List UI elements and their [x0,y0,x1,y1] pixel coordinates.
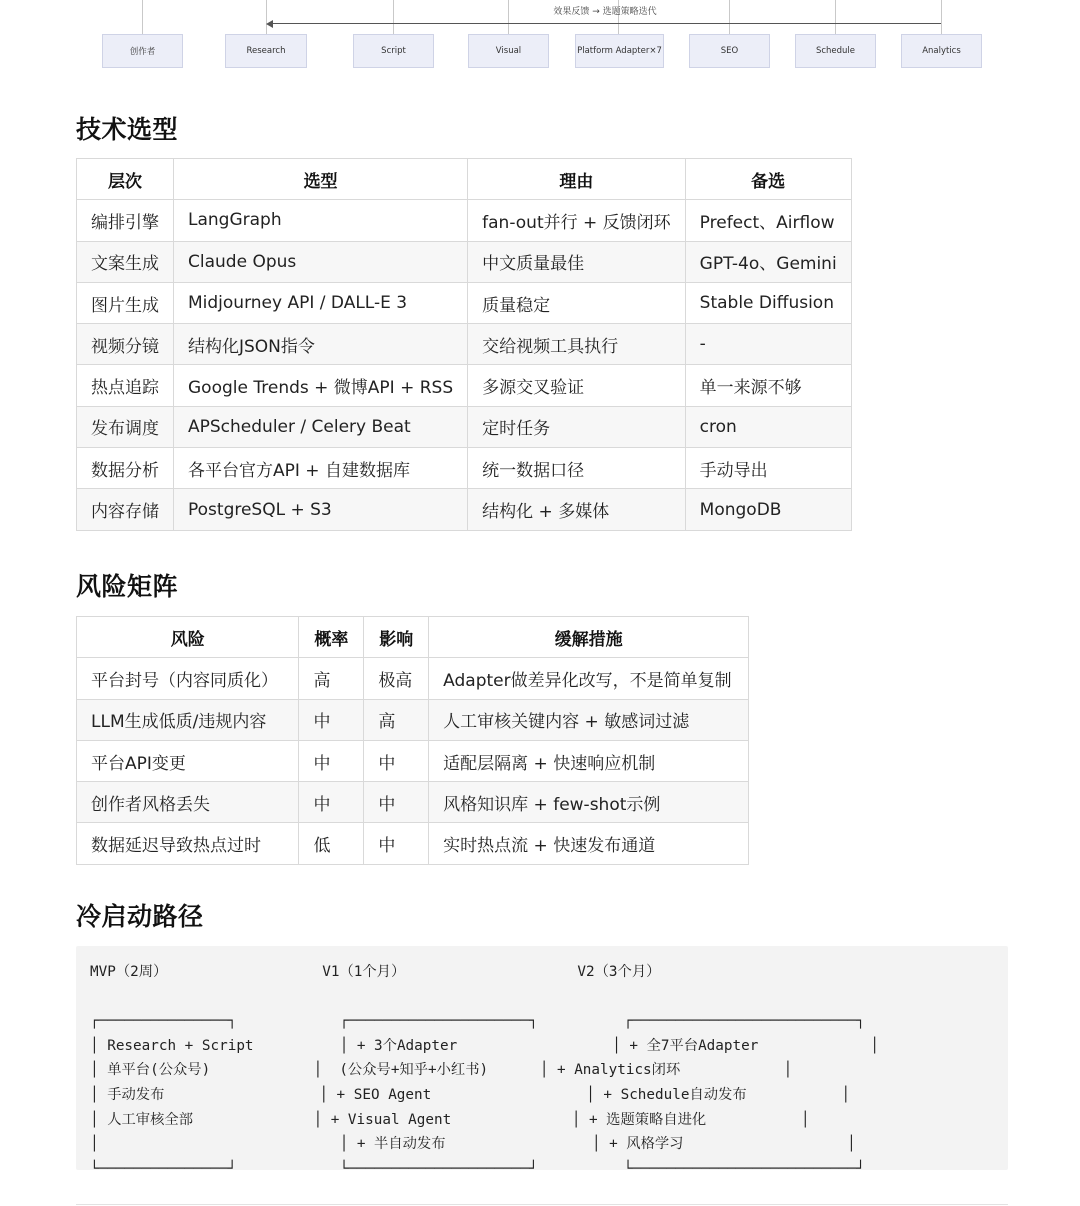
table-cell: 结构化 + 多媒体 [468,489,686,530]
connector-line [729,0,730,34]
node-schedule: Schedule [795,34,876,68]
col-header: 影响 [364,617,429,658]
table-cell: Google Trends + 微博API + RSS [174,365,468,406]
table-row [77,658,749,699]
coldstart-code: MVP（2周） V1（1个月） V2（3个月） ┌───────────────┐ ┌─────────────────────┐ ┌──────────────────────────┐ │ Research + Script │ + 3个Adapter │ + 全7平台Adapter │ │ 单平台(公众号) │ (公众号+知乎+小红书) │ + Analytics闭环 │ │ 手动发布 │ + SEO Agent │ + Schedule自动发布 │ │ 人工审核全部 │ + Visual Agent │ + 选题策略自进化 │ │ │ + 半自动发布 │ + 风格学习 │ └───────────────┘ └─────────────────────┘ └──────────────────────────┘ [90,964,879,1177]
table-cell: - [685,324,851,365]
table-cell: Stable Diffusion [685,282,851,323]
table-row [77,282,852,323]
connector-line [941,0,942,34]
table-cell: 实时热点流 + 快速发布通道 [429,823,749,864]
table-cell: 各平台官方API + 自建数据库 [174,448,468,489]
table-cell: 数据分析 [77,448,174,489]
table-cell: 平台API变更 [77,740,299,781]
feedback-label: 效果反馈 → 选题策略迭代 [553,7,657,17]
node-creator: 创作者 [102,34,183,68]
col-header: 备选 [685,159,851,200]
pipeline-diagram [0,0,1080,80]
col-header: 层次 [77,159,174,200]
node-analytics: Analytics [901,34,982,68]
table-cell: LLM生成低质/违规内容 [77,699,299,740]
table-cell: 人工审核关键内容 + 敏感词过滤 [429,699,749,740]
node-script: Script [353,34,434,68]
connector-line [266,0,267,34]
table-cell: 交给视频工具执行 [468,324,686,365]
table-cell: 单一来源不够 [685,365,851,406]
divider [76,1204,1008,1205]
table-header-row [77,617,749,658]
node-research: Research [225,34,307,68]
table-cell: Midjourney API / DALL-E 3 [174,282,468,323]
table-cell: 数据延迟导致热点过时 [77,823,299,864]
table-row [77,782,749,823]
tech-table [76,158,852,531]
table-row [77,823,749,864]
coldstart-section-title: 冷启动路径 [76,902,204,931]
table-cell: 中 [299,782,364,823]
risk-table [76,616,749,865]
table-cell: LangGraph [174,200,468,241]
table-row [77,200,852,241]
table-cell: 编排引擎 [77,200,174,241]
table-cell: GPT-4o、Gemini [685,241,851,282]
col-header: 理由 [468,159,686,200]
col-header: 选型 [174,159,468,200]
connector-line [393,0,394,34]
arrow-left-icon [266,20,273,28]
table-row [77,406,852,447]
table-cell: 低 [299,823,364,864]
table-cell: 定时任务 [468,406,686,447]
table-row [77,448,852,489]
table-cell: 图片生成 [77,282,174,323]
table-row [77,241,852,282]
table-row [77,324,852,365]
table-cell: 极高 [364,658,429,699]
tech-section-title: 技术选型 [76,115,179,144]
table-cell: 中文质量最佳 [468,241,686,282]
node-seo: SEO [689,34,770,68]
node-visual: Visual [468,34,549,68]
table-cell: 发布调度 [77,406,174,447]
table-cell: 统一数据口径 [468,448,686,489]
table-cell: 热点追踪 [77,365,174,406]
table-cell: 中 [364,782,429,823]
table-cell: 中 [299,699,364,740]
col-header: 缓解措施 [429,617,749,658]
table-cell: 平台封号（内容同质化） [77,658,299,699]
table-cell: 高 [299,658,364,699]
connector-line [508,0,509,34]
table-cell: 内容存储 [77,489,174,530]
table-row [77,365,852,406]
table-cell: 高 [364,699,429,740]
table-cell: 质量稳定 [468,282,686,323]
table-cell: 文案生成 [77,241,174,282]
feedback-arrow-line [268,23,941,24]
connector-line [835,0,836,34]
table-row [77,489,852,530]
table-cell: 中 [364,823,429,864]
connector-line [142,0,143,34]
table-cell: 中 [299,740,364,781]
node-platform-adapter: Platform Adapter×7 [575,34,664,68]
table-cell: APScheduler / Celery Beat [174,406,468,447]
table-cell: 中 [364,740,429,781]
table-cell: Claude Opus [174,241,468,282]
table-cell: 风格知识库 + few-shot示例 [429,782,749,823]
table-cell: MongoDB [685,489,851,530]
table-cell: 多源交叉验证 [468,365,686,406]
col-header: 风险 [77,617,299,658]
table-cell: 创作者风格丢失 [77,782,299,823]
table-row [77,699,749,740]
table-cell: 结构化JSON指令 [174,324,468,365]
risk-section-title: 风险矩阵 [76,572,179,601]
table-cell: Adapter做差异化改写，不是简单复制 [429,658,749,699]
table-row [77,740,749,781]
table-cell: Prefect、Airflow [685,200,851,241]
table-cell: fan-out并行 + 反馈闭环 [468,200,686,241]
table-cell: 视频分镜 [77,324,174,365]
coldstart-code-block [76,946,1008,1177]
table-cell: 手动导出 [685,448,851,489]
table-cell: 适配层隔离 + 快速响应机制 [429,740,749,781]
col-header: 概率 [299,617,364,658]
table-cell: cron [685,406,851,447]
table-header-row [77,159,852,200]
table-cell: PostgreSQL + S3 [174,489,468,530]
